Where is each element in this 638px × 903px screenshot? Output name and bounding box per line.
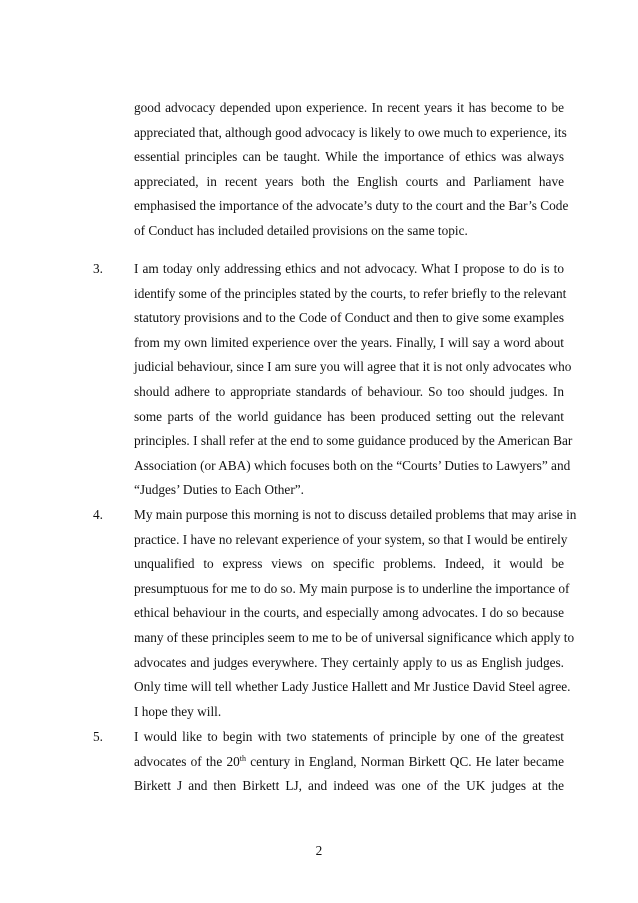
ordinal-superscript: th: [239, 753, 246, 763]
text-segment: advocates of the 20: [134, 753, 240, 769]
text-line: Only time will tell whether Lady Justice Hallett and Mr Justice David Steel agree.: [134, 679, 571, 695]
text-line: judicial behaviour, since I am sure you will agree that it is not only advocates who: [134, 359, 572, 375]
paragraph-3: [134, 257, 573, 503]
text-line: some parts of the world guidance has been produced setting out the relevant: [134, 408, 564, 424]
text-line: unqualified to express views on specific problems. Indeed, it would be: [134, 556, 564, 572]
page-number: 2: [315, 843, 323, 858]
text-line: good advocacy depended upon experience. In recent years it has become to be: [134, 100, 564, 115]
paragraph-5: [134, 725, 564, 799]
text-line: Association (or ABA) which focuses both on the “Courts’ Duties to Lawyers” and: [134, 457, 571, 473]
text-line: [134, 750, 564, 775]
text-line: Birkett J and then Birkett LJ, and indeed was one of the UK judges at the: [134, 778, 564, 794]
paragraph-number: 3.: [93, 261, 103, 276]
text-line: practice. I have no relevant experience of your system, so that I would be entirely: [134, 531, 568, 547]
text-line: I hope they will.: [134, 703, 222, 719]
text-line: principles. I shall refer at the end to some guidance produced by the American Bar: [134, 433, 573, 449]
text-line: emphasised the importance of the advocate’s duty to the court and the Bar’s Code: [134, 198, 569, 214]
text-line: I would like to begin with two statements of principle by one of the greatest: [134, 729, 564, 744]
text-line: many of these principles seem to me to be of universal significance which apply to: [134, 629, 575, 645]
intro-paragraph: [134, 96, 569, 244]
text-line: ethical behaviour in the courts, and especially among advocates. I do so because: [134, 605, 564, 621]
text-line: statutory provisions and to the Code of Conduct and then to give some examples: [134, 310, 564, 326]
text-line: advocates and judges everywhere. They certainly apply to us as English judges.: [134, 654, 564, 670]
text-line: of Conduct has included detailed provisions on the same topic.: [134, 222, 468, 238]
text-line: My main purpose this morning is not to discuss detailed problems that may arise in: [134, 507, 577, 522]
paragraph-number: 4.: [93, 507, 103, 522]
text-line: should adhere to appropriate standards of behaviour. So too should judges. In: [134, 383, 564, 399]
text-line: I am today only addressing ethics and not advocacy. What I propose to do is to: [134, 261, 564, 276]
text-line: identify some of the principles stated by the courts, to refer briefly to the relevant: [134, 285, 567, 301]
text-line: appreciated that, although good advocacy is likely to owe much to experience, its: [134, 124, 567, 140]
text-segment: century in England, Norman Birkett QC. He later became: [246, 753, 565, 769]
paragraph-number: 5.: [93, 729, 103, 744]
text-line: appreciated, in recent years both the English courts and Parliament have: [134, 173, 564, 189]
text-line: “Judges’ Duties to Each Other”.: [134, 482, 304, 498]
text-line: essential principles can be taught. While the importance of ethics was always: [134, 149, 564, 165]
text-line: from my own limited experience over the years. Finally, I will say a word about: [134, 334, 564, 350]
text-line: presumptuous for me to do so. My main purpose is to underline the importance of: [134, 580, 570, 596]
paragraph-4: [134, 503, 577, 724]
